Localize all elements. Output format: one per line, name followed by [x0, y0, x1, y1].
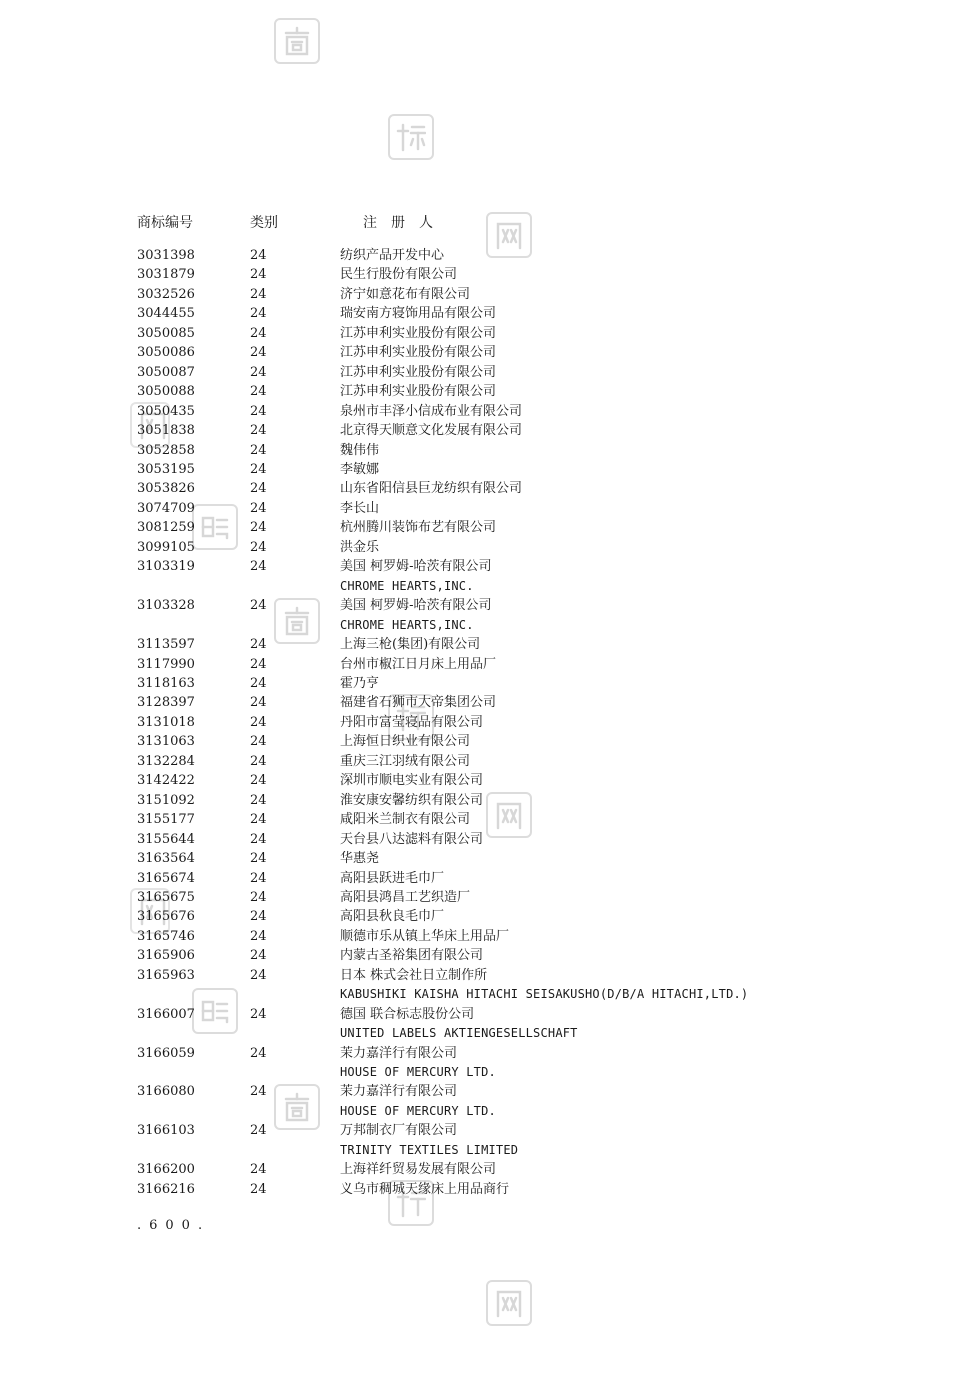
watermark-biao-icon [388, 114, 434, 160]
class-number: 24 [250, 909, 267, 925]
table-row [137, 752, 897, 771]
registrant-name: 茉力嘉洋行有限公司 [340, 1045, 458, 1061]
registrant-name-english: TRINITY TEXTILES LIMITED [340, 1142, 519, 1157]
trademark-number: 3044455 [137, 306, 195, 322]
registrant-name: 福建省石狮市大帝集团公司 [340, 695, 497, 711]
table-row [137, 343, 897, 362]
trademark-number: 3165676 [137, 909, 195, 925]
header-class: 类别 [250, 215, 278, 231]
trademark-number: 3081259 [137, 520, 195, 536]
table-row [137, 285, 897, 304]
class-number: 24 [250, 928, 267, 944]
trademark-number: 3132284 [137, 753, 195, 769]
registrant-name: 洪金乐 [340, 539, 380, 555]
trademark-number: 3032526 [137, 286, 195, 302]
table-row [137, 421, 897, 440]
trademark-number: 3103328 [137, 598, 195, 614]
registrant-name: 高阳县秋良毛巾厂 [340, 909, 445, 925]
table-row [137, 849, 897, 868]
class-number: 24 [250, 1084, 267, 1100]
trademark-number: 3103319 [137, 559, 195, 575]
class-number: 24 [250, 423, 267, 439]
registrant-name-english: HOUSE OF MERCURY LTD. [340, 1065, 496, 1080]
registrant-name: 江苏申利实业股份有限公司 [340, 345, 497, 361]
trademark-number: 3131018 [137, 714, 195, 730]
class-number: 24 [250, 481, 267, 497]
table-row [137, 1044, 897, 1083]
registrant-name: 纺织产品开发中心 [340, 248, 445, 263]
registrant-name: 茉力嘉洋行有限公司 [340, 1084, 458, 1100]
registrant-name: 上海祥纤贸易发展有限公司 [340, 1162, 497, 1178]
table-row [137, 771, 897, 790]
registrant-name: 深圳市顺电实业有限公司 [340, 773, 484, 789]
class-number: 24 [250, 1162, 267, 1178]
class-number: 24 [250, 1123, 267, 1139]
header-registrant: 注册人 [363, 215, 447, 231]
trademark-number: 3050086 [137, 345, 195, 361]
class-number: 24 [250, 520, 267, 536]
trademark-number: 3128397 [137, 695, 195, 711]
class-number: 24 [250, 773, 267, 789]
trademark-number: 3053826 [137, 481, 195, 497]
registrant-name: 义乌市稠城天缘床上用品商行 [340, 1181, 510, 1197]
trademark-number: 3031398 [137, 248, 195, 263]
trademark-number: 3166007 [137, 1006, 195, 1022]
registrant-name: 江苏申利实业股份有限公司 [340, 384, 497, 400]
class-number: 24 [250, 461, 267, 477]
class-number: 24 [250, 559, 267, 575]
trademark-number: 3166059 [137, 1045, 195, 1061]
table-row [137, 363, 897, 382]
class-number: 24 [250, 267, 267, 283]
table-row [137, 596, 897, 635]
trademark-number: 3050085 [137, 325, 195, 341]
registrant-name: 丹阳市富莹寝品有限公司 [340, 714, 484, 730]
registrant-name: 李敏娜 [340, 461, 380, 477]
registrant-name-english: CHROME HEARTS,INC. [340, 617, 474, 632]
registrant-name: 华惠尧 [340, 851, 380, 867]
table-row [137, 265, 897, 284]
class-number: 24 [250, 831, 267, 847]
table-row [137, 946, 897, 965]
table-row [137, 907, 897, 926]
table-row [137, 713, 897, 732]
class-number: 24 [250, 753, 267, 769]
registrant-name: 咸阳米兰制衣有限公司 [340, 812, 471, 828]
registrant-name: 高阳县鸿昌工艺织造厂 [340, 889, 471, 905]
table-row [137, 402, 897, 421]
trademark-number: 3052858 [137, 442, 195, 458]
trademark-number: 3151092 [137, 792, 195, 808]
class-number: 24 [250, 248, 267, 263]
table-row [137, 693, 897, 712]
registrant-name: 万邦制衣厂有限公司 [340, 1123, 458, 1139]
table-row [137, 557, 897, 596]
class-number: 24 [250, 442, 267, 458]
registrant-name-english: HOUSE OF MERCURY LTD. [340, 1103, 496, 1118]
registrant-name: 瑞安南方寝饰用品有限公司 [340, 306, 497, 322]
trademark-number: 3050435 [137, 403, 195, 419]
trademark-number: 3099105 [137, 539, 195, 555]
trademark-number: 3131063 [137, 734, 195, 750]
table-row [137, 966, 897, 1005]
class-number: 24 [250, 714, 267, 730]
registration-table [137, 246, 897, 1199]
page-number: .600. [137, 1218, 211, 1233]
table-header [137, 212, 837, 234]
registrant-name: 天台县八达滤料有限公司 [340, 831, 484, 847]
class-number: 24 [250, 889, 267, 905]
registrant-name: 高阳县跃进毛巾厂 [340, 870, 445, 886]
class-number: 24 [250, 656, 267, 672]
registrant-name-english: UNITED LABELS AKTIENGESELLSCHAFT [340, 1026, 578, 1041]
table-row [137, 441, 897, 460]
class-number: 24 [250, 598, 267, 614]
class-number: 24 [250, 325, 267, 341]
class-number: 24 [250, 851, 267, 867]
table-row [137, 1121, 897, 1160]
table-row [137, 324, 897, 343]
table-row [137, 810, 897, 829]
registrant-name: 民生行股份有限公司 [340, 267, 458, 283]
class-number: 24 [250, 403, 267, 419]
registrant-name: 泉州市丰泽小信成布业有限公司 [340, 403, 523, 419]
class-number: 24 [250, 675, 267, 691]
table-row [137, 1005, 897, 1044]
table-row [137, 869, 897, 888]
watermark-shang-icon [274, 18, 320, 64]
trademark-number: 3166103 [137, 1123, 195, 1139]
trademark-number: 3053195 [137, 461, 195, 477]
trademark-number: 3050088 [137, 384, 195, 400]
trademark-number: 3051838 [137, 423, 195, 439]
trademark-number: 3166200 [137, 1162, 195, 1178]
table-row [137, 1180, 897, 1199]
table-row [137, 830, 897, 849]
registrant-name: 德国 联合标志股份公司 [340, 1006, 475, 1022]
table-row [137, 791, 897, 810]
registrant-name: 重庆三江羽绒有限公司 [340, 753, 471, 769]
class-number: 24 [250, 364, 267, 380]
table-row [137, 732, 897, 751]
watermark-wang-icon [486, 1280, 532, 1326]
registrant-name: 济宁如意花布有限公司 [340, 286, 471, 302]
registrant-name: 淮安康安馨纺织有限公司 [340, 792, 484, 808]
trademark-number: 3050087 [137, 364, 195, 380]
registrant-name: 江苏申利实业股份有限公司 [340, 364, 497, 380]
class-number: 24 [250, 967, 267, 983]
class-number: 24 [250, 286, 267, 302]
table-row [137, 246, 897, 265]
table-row [137, 674, 897, 693]
registrant-name: 台州市椒江日月床上用品厂 [340, 656, 497, 672]
registrant-name-english: KABUSHIKI KAISHA HITACHI SEISAKUSHO(D/B/A HITACHI,LTD.) [340, 987, 749, 1002]
registrant-name: 江苏申利实业股份有限公司 [340, 325, 497, 341]
table-row [137, 460, 897, 479]
registrant-name: 顺德市乐从镇上华床上用品厂 [340, 928, 510, 944]
table-row [137, 499, 897, 518]
header-trademark-number: 商标编号 [137, 215, 193, 231]
trademark-number: 3165906 [137, 948, 195, 964]
registrant-name: 北京得天顺意文化发展有限公司 [340, 423, 523, 439]
trademark-number: 3163564 [137, 851, 195, 867]
class-number: 24 [250, 792, 267, 808]
class-number: 24 [250, 637, 267, 653]
trademark-number: 3165675 [137, 889, 195, 905]
trademark-number: 3155644 [137, 831, 195, 847]
class-number: 24 [250, 870, 267, 886]
registrant-name: 上海恒日织业有限公司 [340, 734, 471, 750]
registrant-name: 上海三枪(集团)有限公司 [340, 637, 481, 653]
registrant-name: 魏伟伟 [340, 442, 380, 458]
registrant-name: 杭州腾川装饰布艺有限公司 [340, 520, 497, 536]
trademark-number: 3165963 [137, 967, 195, 983]
class-number: 24 [250, 500, 267, 516]
class-number: 24 [250, 948, 267, 964]
table-row [137, 304, 897, 323]
trademark-number: 3166216 [137, 1181, 195, 1197]
trademark-number: 3031879 [137, 267, 195, 283]
registrant-name: 日本 株式会社日立制作所 [340, 967, 488, 983]
class-number: 24 [250, 345, 267, 361]
class-number: 24 [250, 1006, 267, 1022]
table-row [137, 538, 897, 557]
class-number: 24 [250, 539, 267, 555]
registrant-name: 山东省阳信县巨龙纺织有限公司 [340, 481, 523, 497]
table-row [137, 635, 897, 654]
registrant-name-english: CHROME HEARTS,INC. [340, 578, 474, 593]
table-row [137, 1082, 897, 1121]
class-number: 24 [250, 734, 267, 750]
registrant-name: 内蒙古圣裕集团有限公司 [340, 948, 484, 964]
class-number: 24 [250, 384, 267, 400]
class-number: 24 [250, 812, 267, 828]
table-row [137, 382, 897, 401]
class-number: 24 [250, 306, 267, 322]
table-row [137, 1160, 897, 1179]
registrant-name: 美国 柯罗姆-哈茨有限公司 [340, 598, 492, 614]
trademark-number: 3142422 [137, 773, 195, 789]
class-number: 24 [250, 1045, 267, 1061]
table-row [137, 518, 897, 537]
table-row [137, 888, 897, 907]
class-number: 24 [250, 695, 267, 711]
trademark-number: 3165674 [137, 870, 195, 886]
registrant-name: 美国 柯罗姆-哈茨有限公司 [340, 559, 492, 575]
trademark-number: 3155177 [137, 812, 195, 828]
table-row [137, 479, 897, 498]
registrant-name: 李长山 [340, 500, 380, 516]
trademark-number: 3117990 [137, 656, 195, 672]
trademark-number: 3118163 [137, 675, 195, 691]
class-number: 24 [250, 1181, 267, 1197]
table-row [137, 655, 897, 674]
trademark-number: 3113597 [137, 637, 195, 653]
trademark-number: 3074709 [137, 500, 195, 516]
trademark-number: 3166080 [137, 1084, 195, 1100]
registrant-name: 霍乃亨 [340, 675, 380, 691]
table-row [137, 927, 897, 946]
trademark-number: 3165746 [137, 928, 195, 944]
